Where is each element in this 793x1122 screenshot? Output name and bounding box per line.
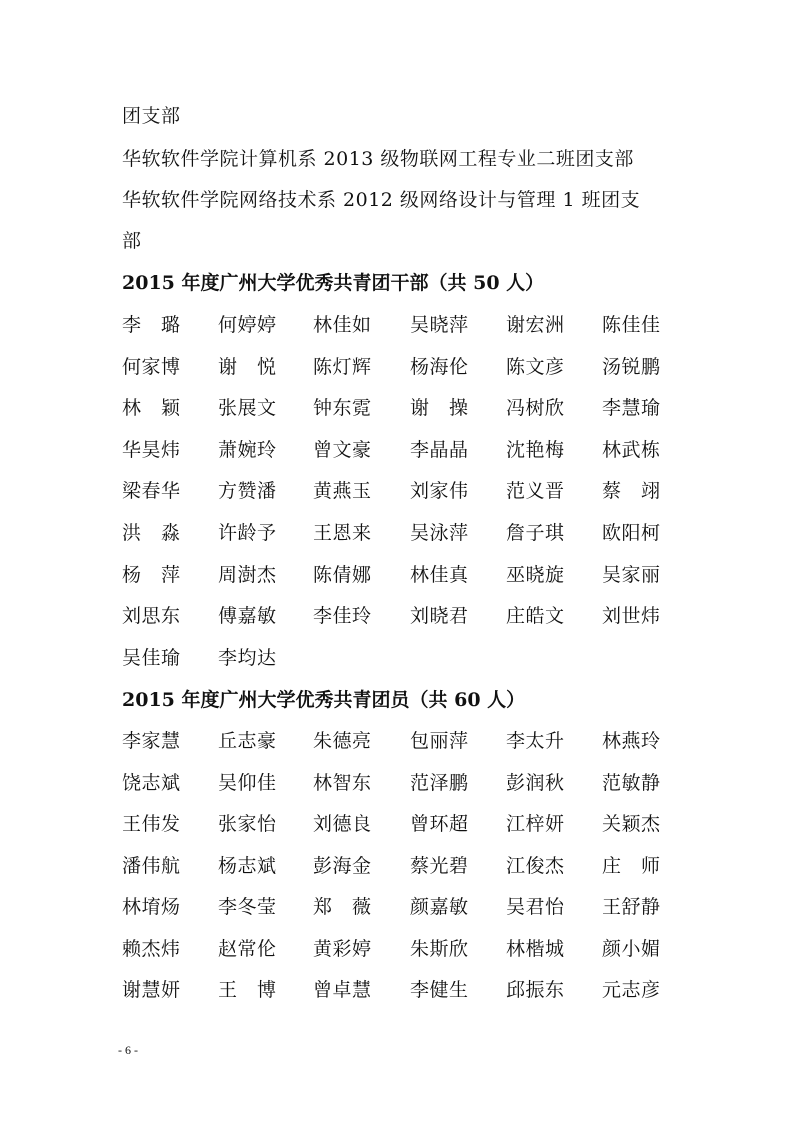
section-heading-members: 2015 年度广州大学优秀共青团员（共 60 人） — [122, 689, 526, 711]
person-name: 颜小媚 — [602, 937, 661, 960]
name-row — [122, 355, 682, 379]
person-name: 赖杰炜 — [122, 937, 181, 960]
person-name: 林佳真 — [410, 563, 469, 586]
person-name: 李晶晶 — [410, 438, 469, 461]
text-line: 团支部 — [122, 105, 181, 127]
person-name: 李太升 — [506, 730, 565, 752]
person-name: 范泽鹏 — [410, 771, 469, 794]
person-name: 沈艳梅 — [506, 438, 565, 461]
person-name: 华昊炜 — [122, 438, 181, 461]
person-name: 彭海金 — [313, 854, 372, 877]
name-row — [122, 771, 682, 795]
person-name: 陈倩娜 — [313, 563, 372, 586]
person-name: 何婷婷 — [218, 314, 277, 336]
person-name: 谢慧妍 — [122, 979, 181, 1001]
name-row — [122, 729, 682, 753]
person-name: 蔡光碧 — [410, 854, 469, 877]
person-name: 林佳如 — [313, 314, 372, 336]
person-name: 张展文 — [218, 397, 277, 420]
person-name: 颜嘉敏 — [410, 896, 469, 918]
person-name: 林 颖 — [122, 397, 181, 420]
person-name: 王恩来 — [313, 522, 372, 544]
text-line: 部 — [122, 230, 142, 252]
person-name: 洪 淼 — [122, 522, 181, 544]
name-row — [122, 854, 682, 878]
person-name: 庄皓文 — [506, 605, 565, 628]
person-name: 何家博 — [122, 355, 181, 378]
person-name: 李慧瑜 — [602, 397, 661, 420]
person-name: 陈佳佳 — [602, 314, 661, 336]
person-name: 彭润秋 — [506, 771, 565, 794]
person-name: 杨 萍 — [122, 563, 181, 586]
person-name: 李佳玲 — [313, 605, 372, 628]
person-name: 吴家丽 — [602, 563, 661, 586]
name-row — [122, 479, 682, 503]
name-row — [122, 396, 682, 420]
person-name: 吴泳萍 — [410, 522, 469, 544]
person-name: 吴晓萍 — [410, 314, 469, 336]
person-name: 谢宏洲 — [506, 314, 565, 336]
person-name: 邱振东 — [506, 979, 565, 1001]
person-name: 刘晓君 — [410, 605, 469, 628]
person-name: 李冬莹 — [218, 896, 277, 918]
person-name: 林燕玲 — [602, 730, 661, 752]
person-name: 谢 悦 — [218, 355, 277, 378]
person-name: 范义晋 — [506, 480, 565, 503]
person-name: 刘德良 — [313, 813, 372, 835]
person-name: 王伟发 — [122, 813, 181, 835]
person-name: 周澍杰 — [218, 563, 277, 586]
person-name: 黄燕玉 — [313, 480, 372, 503]
person-name: 林楷城 — [506, 937, 565, 960]
text-line: 华软软件学院计算机系 2013 级物联网工程专业二班团支部 — [122, 148, 634, 170]
person-name: 黄彩婷 — [313, 937, 372, 960]
person-name: 许龄予 — [218, 522, 277, 544]
name-row — [122, 646, 682, 670]
person-name: 欧阳柯 — [602, 522, 661, 544]
person-name: 杨志斌 — [218, 854, 277, 877]
person-name: 李健生 — [410, 979, 469, 1001]
name-row — [122, 604, 682, 628]
person-name: 饶志斌 — [122, 771, 181, 794]
person-name: 范敏静 — [602, 771, 661, 794]
person-name: 陈灯辉 — [313, 355, 372, 378]
text-line: 华软软件学院网络技术系 2012 级网络设计与管理 1 班团支 — [122, 189, 641, 211]
person-name: 谢 操 — [410, 397, 469, 420]
name-row — [122, 895, 682, 919]
person-name: 郑 薇 — [313, 896, 372, 918]
person-name: 关颖杰 — [602, 813, 661, 835]
page-number: - 6 - — [118, 1043, 138, 1057]
person-name: 蔡 翊 — [602, 480, 661, 503]
name-row — [122, 521, 682, 545]
person-name: 林堉炀 — [122, 896, 181, 918]
person-name: 张家怡 — [218, 813, 277, 835]
person-name: 钟东霓 — [313, 397, 372, 420]
person-name: 曾文豪 — [313, 438, 372, 461]
name-row — [122, 937, 682, 961]
person-name: 曾环超 — [410, 813, 469, 835]
person-name: 朱斯欣 — [410, 937, 469, 960]
person-name: 冯树欣 — [506, 397, 565, 420]
person-name: 潘伟航 — [122, 854, 181, 877]
section-heading-cadres: 2015 年度广州大学优秀共青团干部（共 50 人） — [122, 272, 545, 294]
person-name: 方赞潘 — [218, 480, 277, 503]
person-name: 元志彦 — [602, 979, 661, 1001]
person-name: 王舒静 — [602, 896, 661, 918]
name-row — [122, 812, 682, 836]
person-name: 林智东 — [313, 771, 372, 794]
person-name: 李 璐 — [122, 314, 181, 336]
person-name: 李均达 — [218, 646, 277, 669]
name-row — [122, 563, 682, 587]
person-name: 江俊杰 — [506, 854, 565, 877]
person-name: 梁春华 — [122, 480, 181, 503]
person-name: 巫晓旋 — [506, 563, 565, 586]
person-name: 朱德亮 — [313, 730, 372, 752]
person-name: 江梓妍 — [506, 813, 565, 835]
person-name: 汤锐鹏 — [602, 355, 661, 378]
person-name: 赵常伦 — [218, 937, 277, 960]
person-name: 王 博 — [218, 979, 277, 1001]
person-name: 吴仰佳 — [218, 771, 277, 794]
person-name: 包丽萍 — [410, 730, 469, 752]
person-name: 曾卓慧 — [313, 979, 372, 1001]
person-name: 陈文彦 — [506, 355, 565, 378]
person-name: 刘思东 — [122, 605, 181, 628]
name-row — [122, 978, 682, 1002]
person-name: 刘世炜 — [602, 605, 661, 628]
person-name: 吴君怡 — [506, 896, 565, 918]
person-name: 吴佳瑜 — [122, 646, 181, 669]
person-name: 詹子琪 — [506, 522, 565, 544]
person-name: 林武栋 — [602, 438, 661, 461]
person-name: 萧婉玲 — [218, 438, 277, 461]
name-row — [122, 438, 682, 462]
name-row — [122, 313, 682, 337]
person-name: 刘家伟 — [410, 480, 469, 503]
person-name: 庄 师 — [602, 854, 661, 877]
person-name: 丘志豪 — [218, 730, 277, 752]
person-name: 傅嘉敏 — [218, 605, 277, 628]
person-name: 杨海伦 — [410, 355, 469, 378]
person-name: 李家慧 — [122, 730, 181, 752]
